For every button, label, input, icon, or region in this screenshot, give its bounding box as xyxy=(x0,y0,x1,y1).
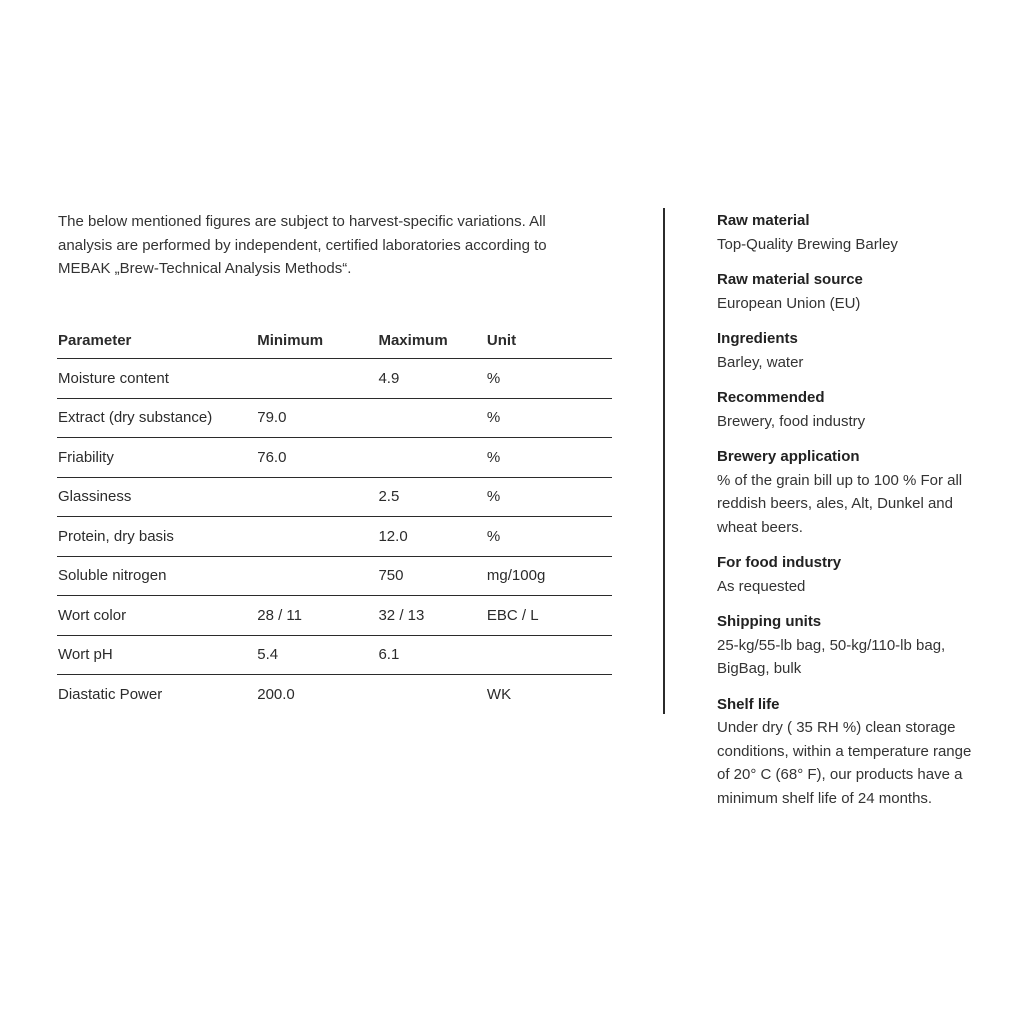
info-title: Raw material source xyxy=(717,271,863,288)
table-header-row xyxy=(57,322,612,359)
cell-parameter: Friability xyxy=(57,438,256,478)
cell-unit: % xyxy=(486,359,612,399)
info-text: Under dry ( 35 RH %) clean storage conditions, within a temperature range of 20° C (68° F), our products have a minimum shelf life of 24 months. xyxy=(717,719,972,807)
specifications-table xyxy=(57,322,612,714)
table-row xyxy=(57,477,612,517)
cell-minimum: 79.0 xyxy=(256,398,377,438)
info-text: European Union (EU) xyxy=(717,294,861,312)
info-text: As requested xyxy=(717,577,806,595)
info-block-recommended xyxy=(717,386,987,433)
info-title: Shipping units xyxy=(717,613,822,630)
cell-parameter: Glassiness xyxy=(57,477,256,517)
cell-unit: % xyxy=(486,438,612,478)
header-unit: Unit xyxy=(486,322,612,359)
info-block-raw-material xyxy=(717,209,987,256)
info-block-brewery-application xyxy=(717,445,987,539)
header-parameter: Parameter xyxy=(57,322,256,359)
table-row xyxy=(57,556,612,596)
cell-parameter: Extract (dry substance) xyxy=(57,398,256,438)
info-block-shelf-life xyxy=(717,693,987,811)
cell-unit xyxy=(486,635,612,675)
cell-unit: % xyxy=(486,517,612,557)
info-block-food-industry xyxy=(717,551,987,598)
cell-maximum: 750 xyxy=(377,556,485,596)
product-info-sidebar xyxy=(717,209,987,822)
info-block-shipping-units xyxy=(717,610,987,681)
info-title: Recommended xyxy=(717,389,825,406)
info-title: For food industry xyxy=(717,554,842,571)
cell-maximum xyxy=(377,398,485,438)
intro-paragraph: The below mentioned figures are subject to harvest-specific variations. All analysis are performed by independent, certified laboratories according to MEBAK „Brew-Technical Analysis Methods“. xyxy=(58,213,547,277)
info-title: Raw material xyxy=(717,212,810,229)
cell-minimum: 76.0 xyxy=(256,438,377,478)
table-row xyxy=(57,675,612,715)
cell-minimum xyxy=(256,359,377,399)
info-text: Barley, water xyxy=(717,353,804,371)
info-text: Brewery, food industry xyxy=(717,412,866,430)
cell-minimum: 28 / 11 xyxy=(256,596,377,636)
cell-minimum xyxy=(256,477,377,517)
table-row xyxy=(57,517,612,557)
cell-minimum: 5.4 xyxy=(256,635,377,675)
cell-maximum: 6.1 xyxy=(377,635,485,675)
cell-parameter: Wort color xyxy=(57,596,256,636)
info-title: Shelf life xyxy=(717,695,780,713)
info-text: 25-kg/55-lb bag, 50-kg/110-lb bag, BigBag, bulk xyxy=(717,636,946,677)
info-block-ingredients xyxy=(717,327,987,374)
cell-maximum xyxy=(377,438,485,478)
info-title: Ingredients xyxy=(717,330,798,347)
cell-parameter: Moisture content xyxy=(57,359,256,399)
info-title: Brewery application xyxy=(717,448,860,465)
table-row xyxy=(57,359,612,399)
cell-parameter: Diastatic Power xyxy=(58,686,163,703)
cell-maximum: 4.9 xyxy=(377,359,485,399)
header-maximum: Maximum xyxy=(377,322,485,359)
cell-unit: WK xyxy=(486,686,512,703)
cell-maximum: 32 / 13 xyxy=(377,596,485,636)
cell-parameter: Wort pH xyxy=(57,635,256,675)
vertical-divider xyxy=(663,208,665,714)
cell-unit: % xyxy=(486,477,612,517)
cell-unit: % xyxy=(486,398,612,438)
info-text: Top-Quality Brewing Barley xyxy=(717,235,898,253)
table-row xyxy=(57,398,612,438)
cell-maximum: 12.0 xyxy=(377,517,485,557)
cell-minimum xyxy=(256,556,377,596)
table-row xyxy=(57,635,612,675)
cell-unit: EBC / L xyxy=(486,596,612,636)
cell-maximum: 2.5 xyxy=(377,477,485,517)
info-block-raw-material-source xyxy=(717,268,987,315)
cell-maximum xyxy=(377,675,485,715)
table-row xyxy=(57,596,612,636)
cell-minimum xyxy=(256,517,377,557)
table-row xyxy=(57,438,612,478)
header-minimum: Minimum xyxy=(256,322,377,359)
cell-parameter: Soluble nitrogen xyxy=(57,556,256,596)
cell-parameter: Protein, dry basis xyxy=(57,517,256,557)
info-text: % of the grain bill up to 100 % For all reddish beers, ales, Alt, Dunkel and wheat beers. xyxy=(717,471,963,536)
cell-unit: mg/100g xyxy=(486,556,612,596)
cell-minimum: 200.0 xyxy=(257,686,295,703)
